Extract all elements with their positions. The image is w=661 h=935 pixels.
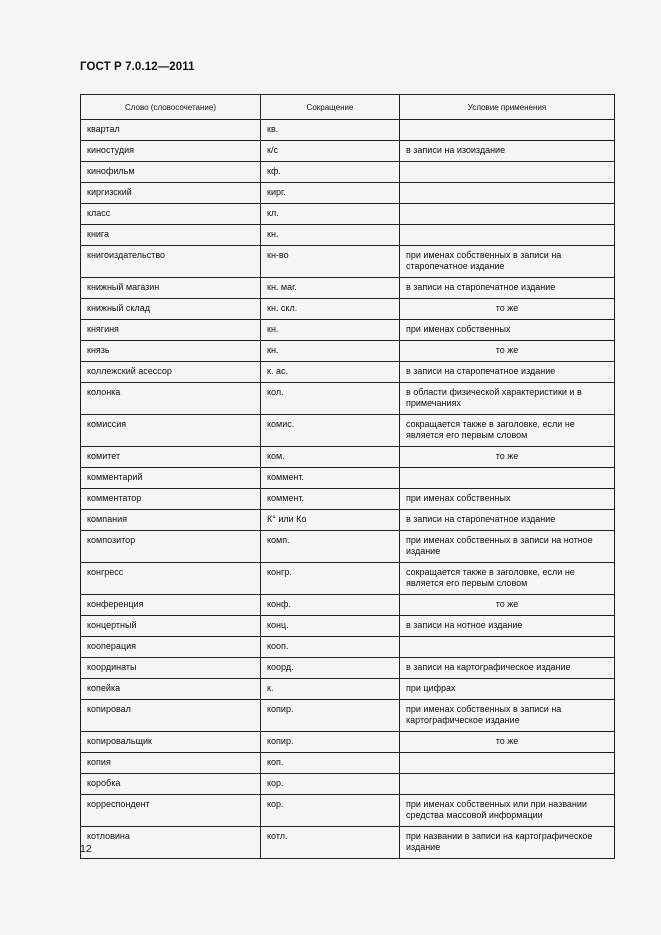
table-row (81, 468, 615, 489)
cell-abbreviation: кор. (261, 795, 400, 827)
table-row (81, 616, 615, 637)
cell-word: колонка (81, 383, 261, 415)
cell-condition: в записи на старопечатное издание (400, 278, 615, 299)
table-row (81, 732, 615, 753)
cell-word: комиссия (81, 415, 261, 447)
table-row (81, 510, 615, 531)
table-row (81, 563, 615, 595)
cell-word: киргизский (81, 183, 261, 204)
cell-word: координаты (81, 658, 261, 679)
cell-condition (400, 637, 615, 658)
table-row (81, 795, 615, 827)
page-number: 12 (80, 843, 92, 855)
cell-condition: в записи на изоиздание (400, 141, 615, 162)
cell-abbreviation: коп. (261, 753, 400, 774)
cell-condition: при именах собственных в записи на нотное издание (400, 531, 615, 563)
cell-abbreviation: комп. (261, 531, 400, 563)
cell-condition: в записи на старопечатное издание (400, 362, 615, 383)
cell-abbreviation: коммент. (261, 468, 400, 489)
cell-word: композитор (81, 531, 261, 563)
cell-word: конференция (81, 595, 261, 616)
cell-condition (400, 162, 615, 183)
cell-word: копировальщик (81, 732, 261, 753)
table-row (81, 637, 615, 658)
cell-condition: в записи на старопечатное издание (400, 510, 615, 531)
table-row (81, 204, 615, 225)
cell-word: комитет (81, 447, 261, 468)
cell-word: комментатор (81, 489, 261, 510)
cell-word: книгоиздательство (81, 246, 261, 278)
cell-abbreviation: коммент. (261, 489, 400, 510)
cell-abbreviation: коорд. (261, 658, 400, 679)
cell-abbreviation: кн. (261, 341, 400, 362)
cell-condition: при цифрах (400, 679, 615, 700)
cell-abbreviation: кн-во (261, 246, 400, 278)
cell-condition (400, 183, 615, 204)
cell-abbreviation: кн. (261, 225, 400, 246)
cell-abbreviation: копир. (261, 732, 400, 753)
cell-abbreviation: к. ас. (261, 362, 400, 383)
table-row (81, 774, 615, 795)
table-header (81, 95, 615, 120)
cell-word: кооперация (81, 637, 261, 658)
cell-abbreviation: кв. (261, 120, 400, 141)
abbreviations-table (80, 94, 615, 859)
column-header-abbreviation: Сокращение (261, 95, 400, 120)
cell-condition: при именах собственных (400, 320, 615, 341)
column-header-word: Слово (словосочетание) (81, 95, 261, 120)
cell-abbreviation: кооп. (261, 637, 400, 658)
cell-condition: то же (400, 447, 615, 468)
cell-abbreviation: кн. (261, 320, 400, 341)
cell-condition: в записи на картографическое издание (400, 658, 615, 679)
cell-word: коллежский асессор (81, 362, 261, 383)
table-row (81, 679, 615, 700)
cell-abbreviation: кирг. (261, 183, 400, 204)
cell-condition (400, 468, 615, 489)
cell-word: конгресс (81, 563, 261, 595)
cell-abbreviation: комис. (261, 415, 400, 447)
table-row (81, 120, 615, 141)
cell-condition: сокращается также в заголовке, если не является его первым словом (400, 415, 615, 447)
cell-condition: при именах собственных (400, 489, 615, 510)
table-row (81, 595, 615, 616)
cell-word: книжный склад (81, 299, 261, 320)
cell-condition: в области физической характеристики и в примечаниях (400, 383, 615, 415)
cell-condition: то же (400, 299, 615, 320)
cell-abbreviation: конгр. (261, 563, 400, 595)
cell-condition: то же (400, 341, 615, 362)
cell-word: князь (81, 341, 261, 362)
table-row (81, 183, 615, 204)
table-body (81, 120, 615, 859)
cell-condition (400, 225, 615, 246)
table-row (81, 827, 615, 859)
cell-word: квартал (81, 120, 261, 141)
cell-abbreviation: кн. скл. (261, 299, 400, 320)
cell-abbreviation: к/с (261, 141, 400, 162)
cell-abbreviation: к. (261, 679, 400, 700)
cell-abbreviation: кн. маг. (261, 278, 400, 299)
cell-word: котловина (81, 827, 261, 859)
cell-condition: при именах собственных или при названии средства массовой информации (400, 795, 615, 827)
cell-condition: при именах собственных в записи на картографическое издание (400, 700, 615, 732)
cell-abbreviation: котл. (261, 827, 400, 859)
table-row (81, 320, 615, 341)
cell-condition (400, 753, 615, 774)
table-row (81, 225, 615, 246)
cell-word: класс (81, 204, 261, 225)
cell-word: книга (81, 225, 261, 246)
cell-condition (400, 774, 615, 795)
cell-word: коробка (81, 774, 261, 795)
cell-abbreviation: конф. (261, 595, 400, 616)
cell-condition (400, 120, 615, 141)
cell-word: кинофильм (81, 162, 261, 183)
table-row (81, 278, 615, 299)
cell-word: комментарий (81, 468, 261, 489)
cell-condition: при названии в записи на картографическое издание (400, 827, 615, 859)
cell-condition: сокращается также в заголовке, если не является его первым словом (400, 563, 615, 595)
cell-word: корреспондент (81, 795, 261, 827)
cell-word: компания (81, 510, 261, 531)
cell-abbreviation: ком. (261, 447, 400, 468)
cell-word: княгиня (81, 320, 261, 341)
cell-word: книжный магазин (81, 278, 261, 299)
table-row (81, 299, 615, 320)
table-row (81, 415, 615, 447)
table-row (81, 658, 615, 679)
table-row (81, 341, 615, 362)
table-row (81, 753, 615, 774)
document-code-header: ГОСТ Р 7.0.12—2011 (80, 61, 195, 73)
cell-condition: то же (400, 595, 615, 616)
table-row (81, 447, 615, 468)
table-row (81, 489, 615, 510)
column-header-condition: Условие применения (400, 95, 615, 120)
cell-word: киностудия (81, 141, 261, 162)
cell-abbreviation: копир. (261, 700, 400, 732)
cell-word: концертный (81, 616, 261, 637)
cell-abbreviation: конц. (261, 616, 400, 637)
cell-condition: в записи на нотное издание (400, 616, 615, 637)
table-row (81, 362, 615, 383)
table-row (81, 383, 615, 415)
cell-abbreviation: кл. (261, 204, 400, 225)
cell-abbreviation: кор. (261, 774, 400, 795)
cell-abbreviation: кол. (261, 383, 400, 415)
table-row (81, 162, 615, 183)
table-row (81, 700, 615, 732)
cell-condition: то же (400, 732, 615, 753)
table-row (81, 246, 615, 278)
cell-word: копейка (81, 679, 261, 700)
cell-condition: при именах собственных в записи на старопечатное издание (400, 246, 615, 278)
cell-abbreviation: кф. (261, 162, 400, 183)
cell-word: копировал (81, 700, 261, 732)
cell-abbreviation: К° или Ко (261, 510, 400, 531)
cell-word: копия (81, 753, 261, 774)
cell-condition (400, 204, 615, 225)
table-row (81, 531, 615, 563)
table-row (81, 141, 615, 162)
